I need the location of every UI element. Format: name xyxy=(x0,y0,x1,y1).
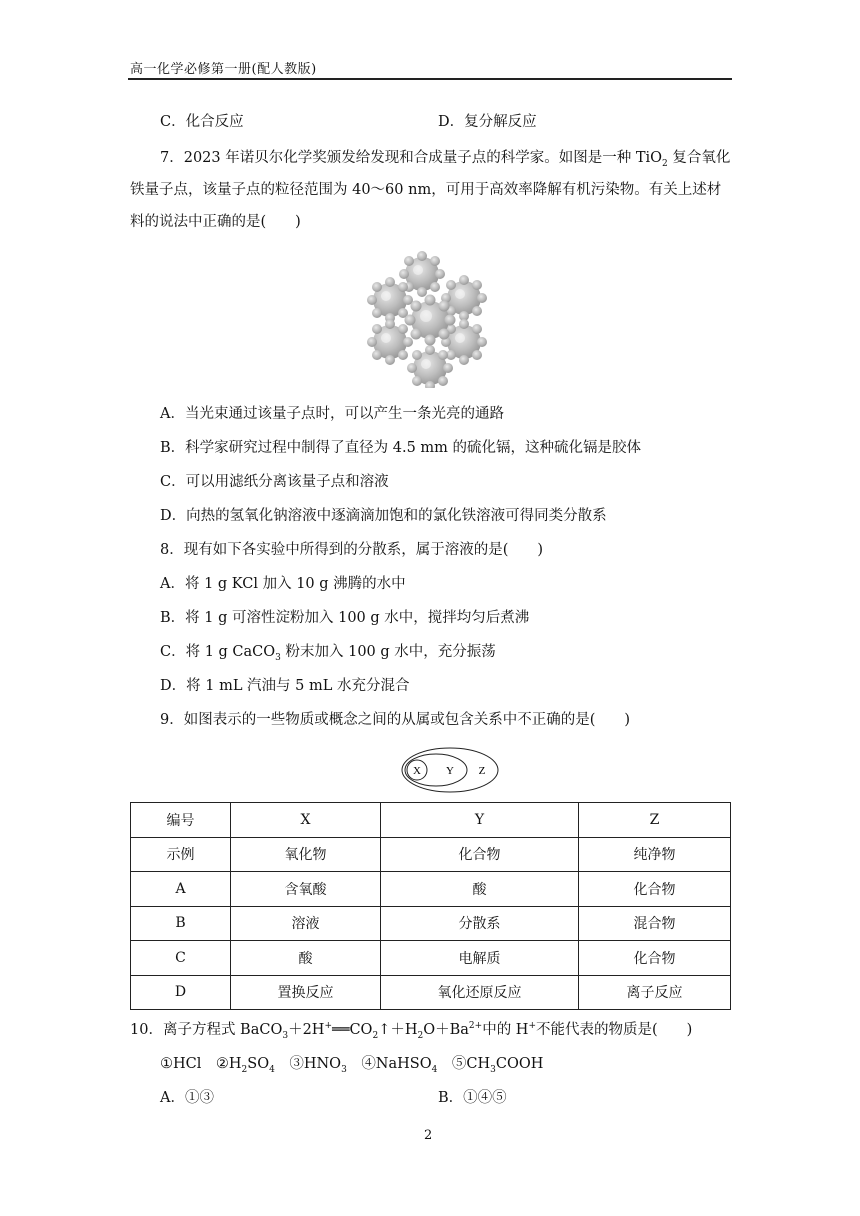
table-cell: 氧化还原反应 xyxy=(381,975,579,1010)
q10-substances: ①HCl $②H_2SO_4$ $③HNO_3$ ④NaHSO$_4$ $⑤CH_3COOH$ xyxy=(160,1056,544,1075)
table-cell: 电解质 xyxy=(381,941,579,976)
table-cell: 化合物 xyxy=(579,941,731,976)
venn-diagram xyxy=(400,745,500,795)
table-cell: 示例 xyxy=(131,837,231,872)
table-row xyxy=(131,941,731,976)
q8-stem: 8．现有如下各实验中所得到的分散系，属于溶液的是( ) xyxy=(160,542,544,558)
table-cell: B xyxy=(131,906,231,941)
relationship-table xyxy=(130,802,731,1010)
q7-stem-line2: 铁量子点，该量子点的粒径范围为 40～60 nm，可用于高效率降解有机污染物。有关上述材 xyxy=(130,182,722,198)
quantum-dot-figure xyxy=(360,248,500,388)
table-cell: 酸 xyxy=(381,872,579,907)
q7-option-c: C．可以用滤纸分离该量子点和溶液 xyxy=(160,474,389,490)
table-header-cell: X xyxy=(231,803,381,838)
venn-label-z: Z xyxy=(478,765,486,777)
table-row xyxy=(131,975,731,1010)
q9-stem: 9．如图表示的一些物质或概念之间的从属或包含关系中不正确的是( ) xyxy=(160,712,631,728)
q8-option-b: B．将 1 g 可溶性淀粉加入 100 g 水中，搅拌均匀后煮沸 xyxy=(160,610,530,626)
q10-stem: 10．离子方程式 $BaCO_3+2H^+══CO_2↑+H_2O+Ba^{2+}$中的 H+不能代表的物质是( ) xyxy=(130,1021,693,1041)
table-cell: 混合物 xyxy=(579,906,731,941)
q10-option-a: A．①③ xyxy=(160,1090,214,1106)
table-header-cell: Y xyxy=(381,803,579,838)
table-header-cell: 编号 xyxy=(131,803,231,838)
table-cell: D xyxy=(131,975,231,1010)
table-cell: C xyxy=(131,941,231,976)
table-cell: 分散系 xyxy=(381,906,579,941)
q7-stem-line1: 7．2023 年诺贝尔化学奖颁发给发现和合成量子点的科学家。如图是一种 TiO$_2$ 复合氧化 xyxy=(160,150,731,169)
running-header: 高一化学必修第一册(配人教版) xyxy=(130,62,317,77)
table-cell: 离子反应 xyxy=(579,975,731,1010)
table-cell: 化合物 xyxy=(381,837,579,872)
table-header-row xyxy=(131,803,731,838)
q8-option-d: D．将 1 mL 汽油与 5 mL 水充分混合 xyxy=(160,678,410,694)
page-number: 2 xyxy=(424,1128,433,1143)
table-row xyxy=(131,837,731,872)
table-cell: 化合物 xyxy=(579,872,731,907)
table-cell: 置换反应 xyxy=(231,975,381,1010)
table-cell: 溶液 xyxy=(231,906,381,941)
q7-stem-line3: 料的说法中正确的是( ) xyxy=(130,214,301,230)
q7-option-a: A．当光束通过该量子点时，可以产生一条光亮的通路 xyxy=(160,406,504,422)
table-cell: 酸 xyxy=(231,941,381,976)
header-rule xyxy=(128,78,732,80)
table-cell: 纯净物 xyxy=(579,837,731,872)
venn-label-y: Y xyxy=(446,765,454,777)
q7-option-d: D．向热的氢氧化钠溶液中逐滴滴加饱和的氯化铁溶液可得同类分散系 xyxy=(160,508,607,524)
q8-option-a: A．将 1 g KCl 加入 10 g 沸腾的水中 xyxy=(160,576,406,592)
q6-option-d: D．复分解反应 xyxy=(438,114,537,130)
q10-option-b: B．①④⑤ xyxy=(438,1090,507,1106)
table-row xyxy=(131,872,731,907)
q6-option-c: C．化合反应 xyxy=(160,114,244,130)
table-cell: 含氧酸 xyxy=(231,872,381,907)
q8-option-c: C．将 1 g CaCO$_3$ 粉末加入 100 g 水中，充分振荡 xyxy=(160,644,496,663)
table-row xyxy=(131,906,731,941)
table-cell: 氧化物 xyxy=(231,837,381,872)
table-header-cell: Z xyxy=(579,803,731,838)
venn-label-x: X xyxy=(413,765,421,777)
table-cell: A xyxy=(131,872,231,907)
q7-option-b: B．科学家研究过程中制得了直径为 4.5 mm 的硫化镉，这种硫化镉是胶体 xyxy=(160,440,642,456)
